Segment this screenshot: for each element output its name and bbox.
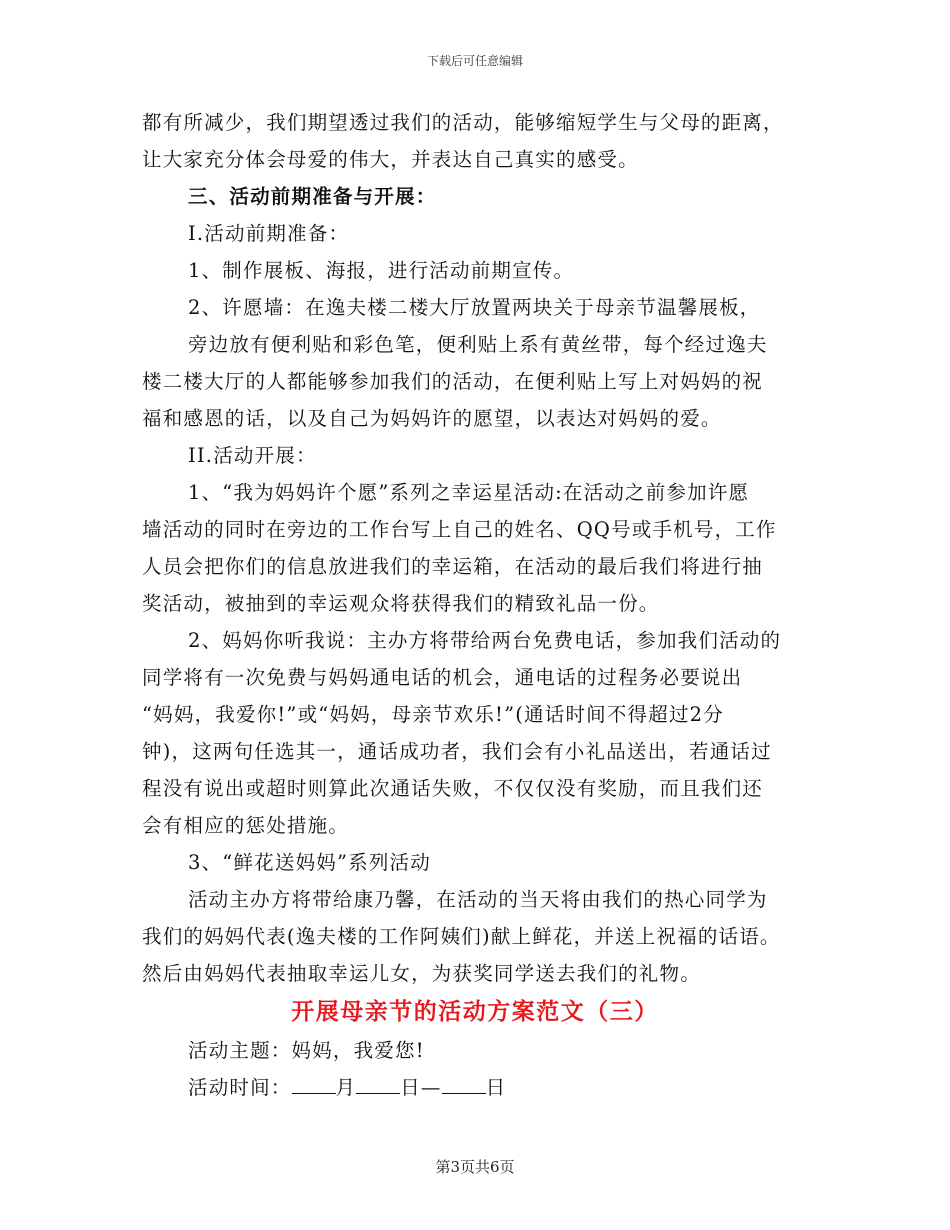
paragraph-line: 程没有说出或超时则算此次通话失败，不仅仅没有奖励，而且我们还 [142,777,764,800]
time-line [142,1069,808,1106]
page-header: 下载后可任意编辑 [426,54,523,68]
paragraph-line: 墙活动的同时在旁边的工作台写上自己的姓名、QQ号或手机号，工作 [142,518,777,541]
page-footer: 第3页共6页 [435,1158,515,1176]
paragraph-line: 福和感恩的话，以及自己为妈妈许的愿望，以表达对妈妈的爱。 [142,407,722,430]
subsection-title: II.活动开展： [188,444,317,467]
paragraph-line: 同学将有一次免费与妈妈通电话的机会，通电话的过程务必要说出 [142,666,743,689]
paragraph-line: 会有相应的惩处措施。 [142,814,350,837]
section-title: 三、活动前期准备与开展： [188,185,437,208]
paragraph-line: 2、妈妈你听我说：主办方将带给两台免费电话，参加我们活动的 [188,629,782,652]
list-item: 3、“鲜花送妈妈”系列活动 [188,851,431,874]
blank-field [356,1075,400,1094]
blank-field [442,1075,486,1094]
paragraph-line: 旁边放有便利贴和彩色笔，便利贴上系有黄丝带，每个经过逸夫 [188,333,768,356]
list-item: 1、制作展板、海报，进行活动前期宣传。 [188,259,575,282]
paragraph-line: 我们的妈妈代表(逸夫楼的工作阿姨们)献上鲜花，并送上祝福的话语。 [142,925,781,948]
section-heading-red: 开展母亲节的活动方案范文（三） [291,998,659,1025]
paragraph-line: 让大家充分体会母爱的伟大，并表达自己真实的感受。 [142,148,639,171]
document-body [142,104,808,1106]
paragraph-line: “妈妈，我爱你!”或“妈妈，母亲节欢乐!”(通话时间不得超过2分 [142,703,724,726]
blank-field [292,1075,336,1094]
paragraph-line: 2、许愿墙：在逸夫楼二楼大厅放置两块关于母亲节温馨展板， [188,296,761,319]
paragraph-line: 1、“我为妈妈许个愿”系列之幸运星活动:在活动之前参加许愿 [188,481,750,504]
paragraph-line: 钟)，这两句任选其一，通话成功者，我们会有小礼品送出，若通话过 [142,740,772,763]
month-label: 月 [335,1076,357,1099]
paragraph-line: 人员会把你们的信息放进我们的幸运箱，在活动的最后我们将进行抽 [142,555,764,578]
theme-line: 活动主题：妈妈，我爱您! [188,1039,425,1062]
paragraph-line: 活动主办方将带给康乃馨，在活动的当天将由我们的热心同学为 [188,888,768,911]
subsection-title: I.活动前期准备： [188,222,350,245]
paragraph-line: 奖活动，被抽到的幸运观众将获得我们的精致礼品一份。 [142,592,660,615]
day-label: 日 [485,1076,507,1099]
time-label: 活动时间： [188,1076,292,1099]
paragraph-line: 都有所减少，我们期望透过我们的活动，能够缩短学生与父母的距离， [142,111,784,134]
day-label: 日— [400,1076,442,1099]
paragraph-line: 然后由妈妈代表抽取幸运儿女，为获奖同学送去我们的礼物。 [142,962,701,985]
paragraph-line: 楼二楼大厅的人都能够参加我们的活动，在便利贴上写上对妈妈的祝 [142,370,764,393]
